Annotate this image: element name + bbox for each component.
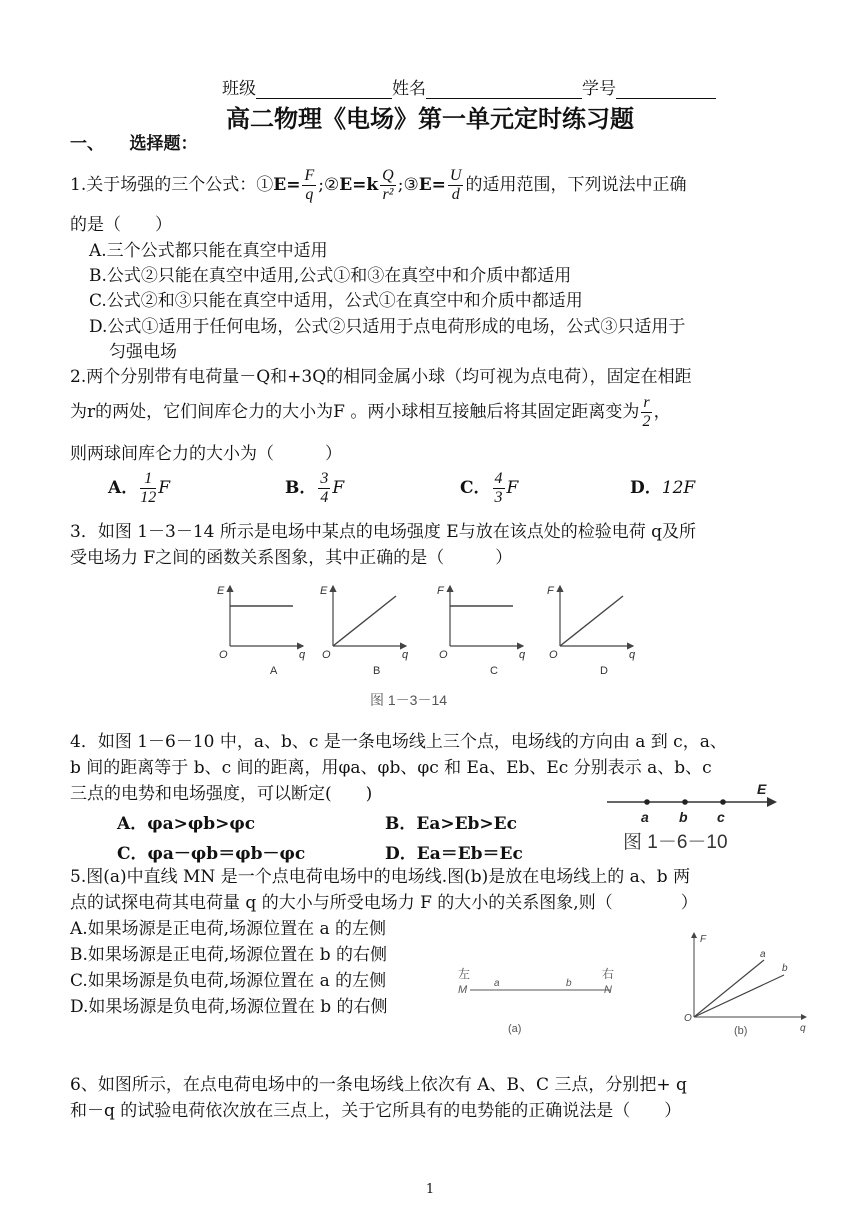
- q4-label-b: b: [679, 809, 688, 825]
- q5a-caption: (a): [508, 1023, 522, 1035]
- q3d-label: D: [600, 665, 608, 677]
- q5a-m: M: [458, 984, 468, 996]
- q4-figure: [605, 780, 785, 855]
- q2-b-var: F: [332, 478, 345, 498]
- q5b-b: b: [782, 963, 788, 974]
- q5-option-b[interactable]: B.如果场源是正电荷,场源位置在 b 的右侧: [70, 945, 387, 965]
- q1-formula3-fraction: [448, 167, 464, 204]
- q5-option-d[interactable]: D.如果场源是负电荷,场源位置在 b 的右侧: [70, 997, 388, 1017]
- q4-point-c: [720, 799, 726, 805]
- q3a-label: A: [270, 665, 278, 677]
- q1-formula2-fraction: [380, 167, 396, 204]
- q1-stem-text: 1.关于场强的三个公式：①: [70, 175, 274, 195]
- q4-option-d[interactable]: D．Ea＝Eb＝Ec: [385, 844, 523, 864]
- q5b-a: a: [760, 949, 766, 960]
- q2-b-den: 4: [320, 489, 329, 506]
- section-heading: 一、 选择题：: [70, 134, 198, 154]
- q3a-ylabel: E: [217, 585, 225, 597]
- q2-stem-text: 为r的两处，它们间库仑力的大小为F 。两小球相互接触后将其固定距离变为: [70, 402, 640, 422]
- q5-stem-line1: 5.图(a)中直线 MN 是一个点电荷电场中的电场线.图(b)是放在电场线上的 a、b 两: [70, 867, 691, 887]
- q2-d-label: D．: [630, 478, 662, 498]
- q4-stem-line1: 4．如图 1－6－10 中，a、b、c 是一条电场线上三个点，电场线的方向由 a 到 c，a、: [70, 732, 727, 752]
- q2-b-num: 3: [320, 470, 329, 487]
- q3c-label: C: [490, 665, 498, 677]
- q3c-xlabel: q: [519, 649, 526, 661]
- id-label: 学号: [582, 79, 616, 99]
- q1-f1-numerator: F: [304, 167, 315, 184]
- class-label: 班级: [222, 79, 256, 99]
- q5b-o: O: [684, 1013, 692, 1024]
- q4-label-a: a: [641, 809, 649, 825]
- q5-figure-b: [672, 925, 822, 1040]
- q3b-xlabel: q: [402, 649, 409, 661]
- q3-stem-line2: 受电场力 F之间的函数关系图象，其中正确的是（ ）: [70, 548, 513, 568]
- q5a-left: 左: [458, 967, 471, 981]
- q5-option-c[interactable]: C.如果场源是负电荷,场源位置在 a 的左侧: [70, 971, 387, 991]
- q4-stem-line2: b 间的距离等于 b、c 间的距离，用φa、φb、φc 和 Ea、Eb、Ec 分别表示 a、b、c: [70, 758, 712, 778]
- q2-b-fraction: [318, 470, 330, 507]
- q5b-q: q: [800, 1023, 806, 1034]
- q5a-a: a: [494, 978, 500, 989]
- q3c-origin: O: [439, 649, 448, 661]
- q2-option-b[interactable]: [285, 468, 344, 508]
- q1-f2-numerator: Q: [382, 167, 394, 184]
- q1-option-a[interactable]: A.三个公式都只能在真空中适用: [89, 241, 328, 261]
- q4-option-a[interactable]: A．φa>φb>φc: [117, 814, 256, 834]
- q3a-origin: O: [219, 649, 228, 661]
- q1-formula1-fraction: [302, 167, 316, 204]
- q4-label-e: E: [757, 781, 767, 797]
- q2-option-a[interactable]: [108, 468, 170, 508]
- q4-option-b[interactable]: B．Ea>Eb>Ec: [385, 814, 517, 834]
- q5a-b: b: [566, 978, 572, 989]
- q4-label-c: c: [717, 809, 725, 825]
- q2-option-d[interactable]: [630, 475, 695, 501]
- q3b-label: B: [373, 665, 381, 677]
- page-title: 高二物理《电场》第一单元定时练习题: [226, 104, 634, 133]
- q3-graph-b: [320, 585, 409, 677]
- q6-stem-line1: 6、如图所示，在点电荷电场中的一条电场线上依次有 A、B、C 三点，分别把+ q: [70, 1075, 687, 1095]
- q3-graph-d: [547, 585, 636, 677]
- q1-f3-denominator: d: [451, 186, 460, 203]
- q1-stem-line2: 的是（ ）: [70, 215, 172, 235]
- class-blank[interactable]: [256, 80, 392, 99]
- q2-c-fraction: [493, 470, 505, 507]
- q5b-f: F: [700, 934, 707, 945]
- q3d-origin: O: [549, 649, 558, 661]
- q5-stem-line2: 点的试探电荷其电荷量 q 的大小与所受电场力 F 的大小的关系图象,则（ ）: [70, 893, 698, 913]
- q1-option-d-line2: 匀强电场: [109, 342, 177, 362]
- q4-option-c[interactable]: C．φa－φb＝φb－φc: [117, 844, 306, 864]
- q2-a-fraction: [140, 470, 156, 507]
- q3-stem-line1: 3．如图 1－3－14 所示是电场中某点的电场强度 E与放在该点处的检验电荷 q及所: [70, 522, 696, 542]
- q2-option-c[interactable]: [460, 468, 518, 508]
- q1-option-d-line1[interactable]: D.公式①适用于任何电场，公式②只适用于点电荷形成的电场，公式③只适用于: [89, 317, 686, 337]
- q5a-right: 右: [602, 967, 615, 981]
- q2-frac-numerator: r: [643, 394, 650, 411]
- q5b-line-a: [694, 960, 764, 1017]
- q2-c-den: 3: [494, 489, 503, 506]
- q2-frac-denominator: 2: [642, 413, 651, 430]
- q1-f2-denominator: r²: [382, 186, 394, 203]
- q2-a-var: F: [158, 478, 170, 498]
- q5b-caption: (b): [734, 1025, 748, 1037]
- q1-formula2-lhs: E=k: [339, 175, 379, 195]
- q5b-line-b: [694, 975, 784, 1017]
- q2-a-den: 12: [140, 489, 157, 506]
- q1-stem-text2: 的适用范围，下列说法中正确: [465, 175, 687, 195]
- q2-a-label: A．: [108, 478, 139, 498]
- q4-point-b: [682, 799, 688, 805]
- q1-formula3-lhs: E=: [418, 175, 446, 195]
- q2-a-num: 1: [140, 470, 156, 489]
- q1-f3-numerator: U: [449, 167, 462, 184]
- name-blank[interactable]: [426, 80, 582, 99]
- q2-d-value: 12F: [661, 478, 696, 498]
- page-number: 1: [425, 1182, 435, 1197]
- q2-c-var: F: [506, 478, 519, 498]
- q1-sep1: ;②: [318, 175, 340, 195]
- q2-comma: ，: [653, 402, 671, 422]
- q3-figure: [205, 576, 650, 711]
- q3b-ylabel: E: [320, 585, 328, 597]
- q5-figure-a: [450, 960, 640, 1040]
- q3d-xlabel: q: [629, 649, 636, 661]
- q2-distance-fraction: [641, 394, 651, 431]
- q3c-ylabel: F: [437, 585, 444, 597]
- q2-stem-line2: [70, 392, 671, 432]
- q5a-n: N: [604, 984, 612, 996]
- q2-c-label: C．: [460, 478, 491, 498]
- q2-stem-line3: 则两球间库仑力的大小为（ ）: [70, 444, 342, 464]
- header-fields: [222, 74, 716, 99]
- q1-formula1-lhs: E=: [273, 175, 301, 195]
- q1-f1-denominator: q: [305, 186, 314, 203]
- q6-stem-line2: 和－q 的试验电荷依次放在三点上，关于它所具有的电势能的正确说法是（ ）: [70, 1101, 682, 1121]
- q3-graph-a: [217, 585, 306, 677]
- q2-c-num: 4: [494, 470, 503, 487]
- q5-option-a[interactable]: A.如果场源是正电荷,场源位置在 a 的左侧: [70, 919, 387, 939]
- q4-stem-line3: 三点的电势和电场强度，可以断定( ): [70, 784, 373, 804]
- q1-option-c[interactable]: C.公式②和③只能在真空中适用，公式①在真空中和介质中都适用: [89, 291, 583, 311]
- q3d-ylabel: F: [547, 585, 554, 597]
- q3b-origin: O: [322, 649, 331, 661]
- q1-stem-line1: [70, 165, 686, 205]
- q3a-xlabel: q: [299, 649, 306, 661]
- q3-caption: 图 1－3－14: [370, 692, 448, 708]
- q1-sep2: ;③: [397, 175, 419, 195]
- q2-b-label: B．: [285, 478, 317, 498]
- q2-stem-line1: 2.两个分别带有电荷量－Q和+3Q的相同金属小球（均可视为点电荷），固定在相距: [70, 367, 692, 387]
- q4-point-a: [644, 799, 650, 805]
- name-label: 姓名: [392, 79, 426, 99]
- q4-caption: 图 1－6－10: [623, 832, 728, 853]
- q3-graph-c: [437, 585, 526, 677]
- id-blank[interactable]: [616, 80, 716, 99]
- q1-option-b[interactable]: B.公式②只能在真空中适用,公式①和③在真空中和介质中都适用: [89, 266, 572, 286]
